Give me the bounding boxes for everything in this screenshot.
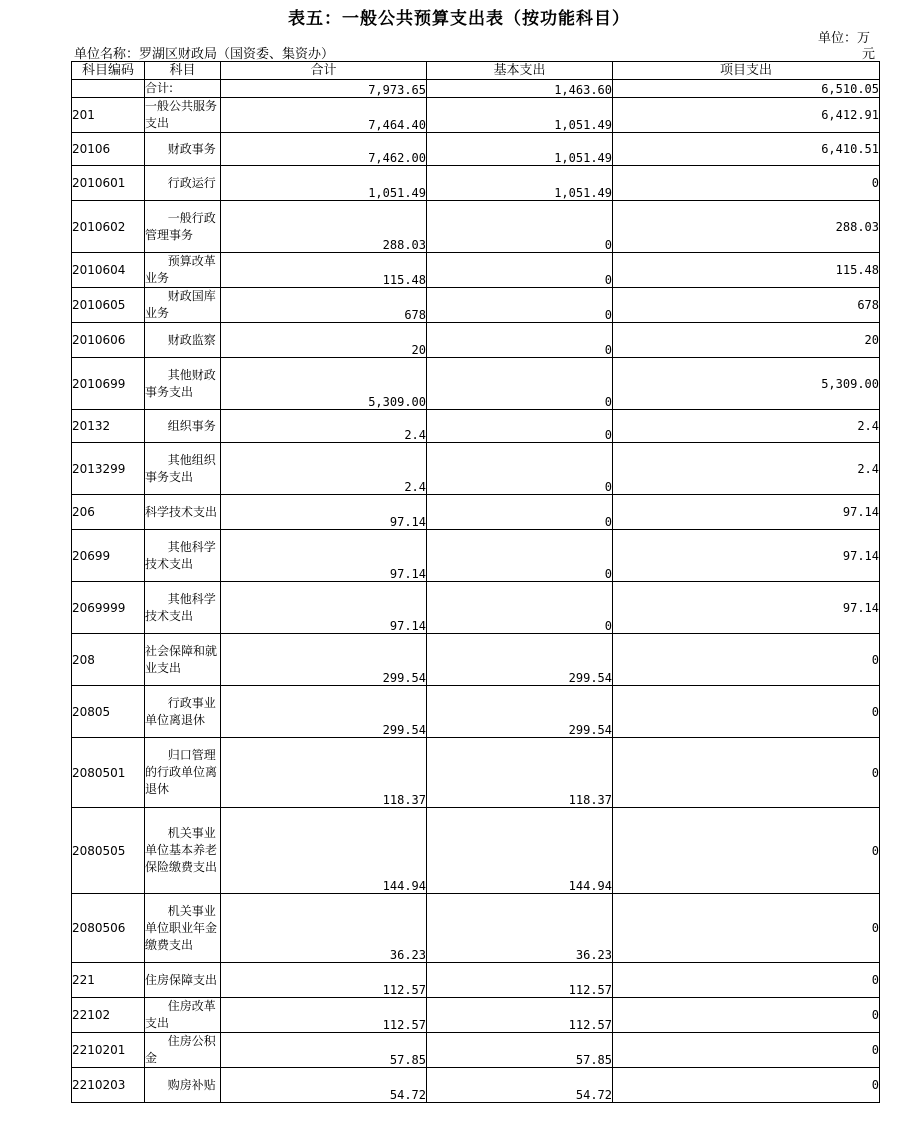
row-basic: 299.54	[427, 634, 613, 686]
row-code: 20699	[72, 530, 145, 582]
row-basic: 0	[427, 582, 613, 634]
row-name: 财政监察	[145, 323, 221, 358]
row-code: 20106	[72, 133, 145, 166]
row-name: 住房公积金	[145, 1033, 221, 1068]
header-total: 合计	[221, 62, 427, 80]
row-total: 299.54	[221, 634, 427, 686]
unit-label: 单位：万	[818, 31, 871, 46]
row-name: 行政运行	[145, 166, 221, 201]
row-code: 2080501	[72, 738, 145, 808]
row-code	[72, 80, 145, 98]
row-name: 机关事业单位基本养老保险缴费支出	[145, 808, 221, 894]
row-total: 115.48	[221, 253, 427, 288]
row-code: 2010604	[72, 253, 145, 288]
row-total: 54.72	[221, 1068, 427, 1103]
row-basic: 0	[427, 253, 613, 288]
row-project: 6,412.91	[613, 98, 880, 133]
row-project: 0	[613, 738, 880, 808]
row-basic: 144.94	[427, 808, 613, 894]
row-total: 144.94	[221, 808, 427, 894]
row-total: 97.14	[221, 495, 427, 530]
row-project: 0	[613, 998, 880, 1033]
table-row	[72, 443, 880, 495]
table-row	[72, 634, 880, 686]
row-total: 299.54	[221, 686, 427, 738]
table-row	[72, 1068, 880, 1103]
row-total: 36.23	[221, 894, 427, 963]
row-total: 97.14	[221, 530, 427, 582]
row-total: 5,309.00	[221, 358, 427, 410]
header-name: 科目	[145, 62, 221, 80]
row-basic: 36.23	[427, 894, 613, 963]
row-name: 一般行政管理事务	[145, 201, 221, 253]
row-project: 97.14	[613, 582, 880, 634]
row-code: 2010606	[72, 323, 145, 358]
row-project: 97.14	[613, 495, 880, 530]
row-basic: 54.72	[427, 1068, 613, 1103]
row-basic: 299.54	[427, 686, 613, 738]
table-row	[72, 253, 880, 288]
row-name: 其他财政事务支出	[145, 358, 221, 410]
organization-label: 单位名称：罗湖区财政局（国资委、集资办）	[74, 47, 335, 62]
table-row	[72, 288, 880, 323]
row-total: 7,973.65	[221, 80, 427, 98]
table-row	[72, 686, 880, 738]
row-code: 2210201	[72, 1033, 145, 1068]
table-row	[72, 323, 880, 358]
table-row	[72, 98, 880, 133]
row-basic: 0	[427, 201, 613, 253]
header-basic: 基本支出	[427, 62, 613, 80]
table-header-row	[72, 62, 880, 80]
header-project: 项目支出	[613, 62, 880, 80]
row-basic: 0	[427, 323, 613, 358]
row-total: 112.57	[221, 963, 427, 998]
row-project: 0	[613, 894, 880, 963]
row-name: 其他组织事务支出	[145, 443, 221, 495]
row-total: 678	[221, 288, 427, 323]
row-code: 2010602	[72, 201, 145, 253]
row-basic: 57.85	[427, 1033, 613, 1068]
table-row	[72, 410, 880, 443]
row-code: 201	[72, 98, 145, 133]
table-row	[72, 201, 880, 253]
row-name: 行政事业单位离退休	[145, 686, 221, 738]
row-code: 2210203	[72, 1068, 145, 1103]
row-code: 22102	[72, 998, 145, 1033]
row-name: 合计:	[145, 80, 221, 98]
row-total: 2.4	[221, 410, 427, 443]
row-project: 288.03	[613, 201, 880, 253]
row-name: 组织事务	[145, 410, 221, 443]
row-name: 住房改革支出	[145, 998, 221, 1033]
row-total: 7,464.40	[221, 98, 427, 133]
row-code: 221	[72, 963, 145, 998]
row-code: 20132	[72, 410, 145, 443]
row-project: 97.14	[613, 530, 880, 582]
budget-expenditure-table	[71, 61, 880, 1103]
unit-label-continued: 元	[862, 47, 876, 62]
row-basic: 0	[427, 443, 613, 495]
row-name: 机关事业单位职业年金缴费支出	[145, 894, 221, 963]
page-title: 表五：一般公共预算支出表（按功能科目）	[288, 9, 630, 29]
row-code: 2010699	[72, 358, 145, 410]
row-project: 678	[613, 288, 880, 323]
row-name: 科学技术支出	[145, 495, 221, 530]
row-code: 20805	[72, 686, 145, 738]
row-total: 57.85	[221, 1033, 427, 1068]
row-basic: 1,051.49	[427, 98, 613, 133]
row-name: 住房保障支出	[145, 963, 221, 998]
row-code: 2080506	[72, 894, 145, 963]
row-basic: 0	[427, 410, 613, 443]
row-basic: 112.57	[427, 998, 613, 1033]
table-row	[72, 998, 880, 1033]
row-basic: 118.37	[427, 738, 613, 808]
table-row	[72, 1033, 880, 1068]
row-total: 1,051.49	[221, 166, 427, 201]
row-project: 0	[613, 1033, 880, 1068]
row-project: 115.48	[613, 253, 880, 288]
row-total: 2.4	[221, 443, 427, 495]
table-row	[72, 80, 880, 98]
row-code: 2080505	[72, 808, 145, 894]
row-name: 社会保障和就业支出	[145, 634, 221, 686]
table-row	[72, 582, 880, 634]
table-row	[72, 894, 880, 963]
table-body	[72, 80, 880, 1103]
row-name: 其他科学技术支出	[145, 530, 221, 582]
row-code: 2010601	[72, 166, 145, 201]
table-row	[72, 530, 880, 582]
row-total: 7,462.00	[221, 133, 427, 166]
row-basic: 0	[427, 530, 613, 582]
row-code: 2010605	[72, 288, 145, 323]
row-basic: 1,051.49	[427, 133, 613, 166]
row-total: 112.57	[221, 998, 427, 1033]
row-name: 一般公共服务支出	[145, 98, 221, 133]
row-name: 其他科学技术支出	[145, 582, 221, 634]
table-row	[72, 738, 880, 808]
row-total: 288.03	[221, 201, 427, 253]
row-project: 0	[613, 166, 880, 201]
table-row	[72, 495, 880, 530]
header-code: 科目编码	[72, 62, 145, 80]
table-row	[72, 133, 880, 166]
row-name: 归口管理的行政单位离退休	[145, 738, 221, 808]
row-project: 5,309.00	[613, 358, 880, 410]
row-code: 2069999	[72, 582, 145, 634]
table-row	[72, 358, 880, 410]
table-row	[72, 808, 880, 894]
row-basic: 0	[427, 358, 613, 410]
row-basic: 0	[427, 288, 613, 323]
row-project: 2.4	[613, 443, 880, 495]
table-row	[72, 963, 880, 998]
row-project: 20	[613, 323, 880, 358]
row-basic: 1,051.49	[427, 166, 613, 201]
row-basic: 0	[427, 495, 613, 530]
row-project: 0	[613, 634, 880, 686]
row-project: 2.4	[613, 410, 880, 443]
row-name: 预算改革业务	[145, 253, 221, 288]
row-total: 97.14	[221, 582, 427, 634]
row-project: 0	[613, 1068, 880, 1103]
table-row	[72, 166, 880, 201]
row-name: 财政事务	[145, 133, 221, 166]
row-total: 118.37	[221, 738, 427, 808]
row-code: 206	[72, 495, 145, 530]
row-project: 0	[613, 963, 880, 998]
row-name: 财政国库业务	[145, 288, 221, 323]
row-project: 0	[613, 686, 880, 738]
row-total: 20	[221, 323, 427, 358]
row-name: 购房补贴	[145, 1068, 221, 1103]
row-project: 6,510.05	[613, 80, 880, 98]
row-project: 6,410.51	[613, 133, 880, 166]
row-project: 0	[613, 808, 880, 894]
row-basic: 1,463.60	[427, 80, 613, 98]
row-code: 2013299	[72, 443, 145, 495]
row-basic: 112.57	[427, 963, 613, 998]
row-code: 208	[72, 634, 145, 686]
